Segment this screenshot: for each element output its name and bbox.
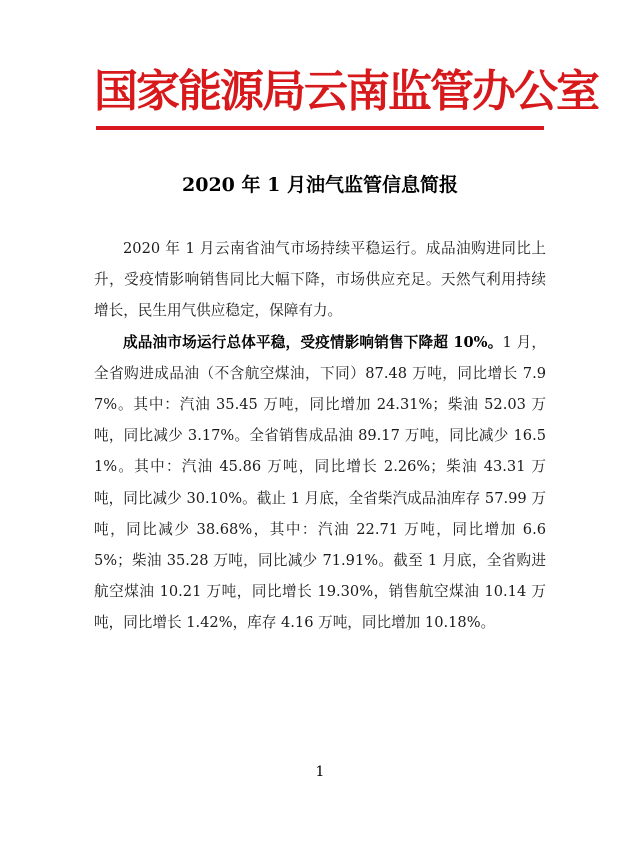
report-title: 2020 年 1 月油气监管信息简报	[182, 174, 458, 196]
header-red-rule	[96, 126, 544, 130]
refined-oil-lead-sentence: 成品油市场运行总体平稳，受疫情影响销售下降超 10%。	[123, 333, 503, 351]
document-body	[94, 233, 546, 639]
intro-paragraph	[94, 233, 546, 327]
page-number: 1	[315, 764, 325, 780]
intro-paragraph-text: 2020 年 1 月云南省油气市场持续平稳运行。成品油购进同比上升，受疫情影响销售同比大幅下降，市场供应充足。天然气利用持续增长，民生用气供应稳定，保障有力。	[94, 240, 546, 320]
refined-oil-paragraph-text: 1 月，全省购进成品油（不含航空煤油，下同）87.48 万吨，同比增长 7.97%。其中：汽油 35.45 万吨，同比增加 24.31%；柴油 52.03 万吨，同比减少 3.17%。全省销售成品油 89.17 万吨，同比减少 16.51%。其中：汽油 45.86 万吨，同比增长 2.26%；柴油 43.31 万吨，同比减少 30.10%。截止 1 月底，全省柴汽成品油库存 57.99 万吨，同比减少 38.68%，其中：汽油 22.71 万吨，同比增加 6.65%；柴油 35.28 万吨，同比减少 71.91%。截至 1 月底，全省购进航空煤油 10.21 万吨，同比增长 19.30%，销售航空煤油 10.14 万吨，同比增长 1.42%，库存 4.16 万吨，同比增加 10.18%。	[94, 333, 546, 632]
issuing-organization-header: 国家能源局云南监管办公室	[94, 66, 598, 117]
refined-oil-paragraph	[94, 327, 546, 639]
